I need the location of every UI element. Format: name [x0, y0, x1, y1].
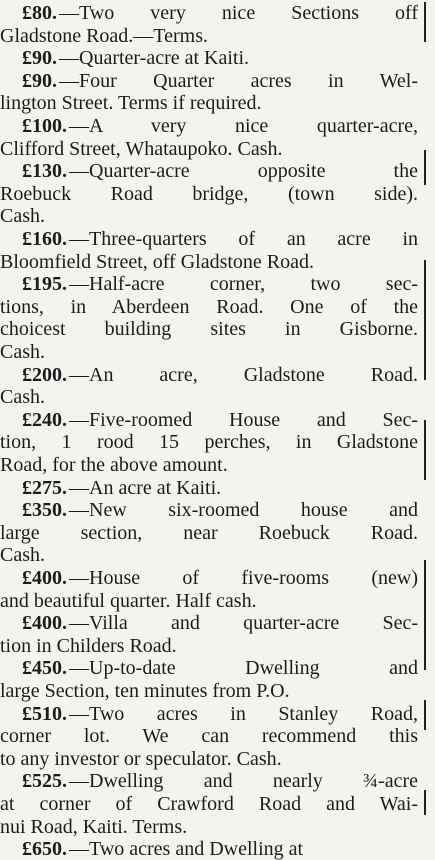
listing-price: £90. [22, 47, 57, 70]
listing-line: choicest building sites in Gisborne. [0, 318, 418, 341]
listing-price: £450. [22, 657, 67, 680]
listing-line: at corner of Crawford Road and Wai- [0, 793, 418, 815]
listing-first-line [0, 567, 418, 589]
listing-line: and beautiful quarter. Half cash. [0, 589, 257, 612]
listing-line: Roebuck Road bridge, (town side). [0, 182, 418, 205]
listing-line: Cash. [0, 544, 45, 567]
listing-first-line [0, 770, 418, 792]
listing-price: £400. [22, 567, 67, 589]
listing-first-line [0, 409, 418, 431]
listing-price: £100. [22, 115, 67, 137]
column-rule [424, 560, 426, 670]
listing-text: —Two very nice Sections off [59, 2, 418, 24]
listing-price: £80. [22, 2, 57, 24]
listing-line: Bloomfield Street, off Gladstone Road. [0, 250, 315, 273]
listing-price: £195. [22, 273, 67, 296]
listing-first-line [0, 160, 418, 182]
listing-price: £90. [22, 69, 57, 92]
listing-first-line [0, 703, 418, 725]
listing-first-line [0, 499, 418, 521]
listing-line: lington Street. Terms if required. [0, 92, 262, 115]
listing-text: —A very nice quarter-acre, [69, 115, 418, 137]
listing-text: —Dwelling and nearly ¾-acre [69, 770, 418, 793]
listing-text: —Three-quarters of an acre in [69, 228, 418, 250]
listing-line: nui Road, Kaiti. Terms. [0, 815, 188, 838]
listing-price: £400. [22, 612, 67, 635]
listing-first-line [0, 657, 418, 679]
column-rule [424, 150, 426, 185]
listing-line: tion, 1 rood 15 perches, in Gladstone [0, 431, 418, 454]
listing-line: large section, near Roebuck Road. [0, 521, 418, 544]
listing-line: Gladstone Road.—Terms. [0, 24, 209, 47]
listing-price: £200. [22, 363, 67, 386]
column-rule [424, 2, 426, 42]
listing-line: tion in Childers Road. [0, 634, 177, 657]
listing-text: —New six-roomed house and [69, 499, 418, 522]
listing-text: —An acre at Kaiti. [69, 476, 222, 499]
listing-text: —Two acres and Dwelling at [69, 838, 304, 860]
listing-first-line [0, 477, 418, 499]
listing-line: corner lot. We can recommend this [0, 725, 418, 748]
column-rule [424, 260, 426, 380]
listing-first-line [0, 364, 418, 386]
listing-line: tions, in Aberdeen Road. One of the [0, 295, 418, 318]
column-rule [424, 700, 426, 730]
listing-first-line [0, 838, 418, 860]
listing-first-line [0, 115, 418, 137]
listing-text: —An acre, Gladstone Road. [69, 363, 418, 386]
listing-text: —Five-roomed House and Sec- [69, 408, 418, 431]
listing-first-line [0, 228, 418, 250]
listing-first-line [0, 273, 418, 295]
listing-line: Cash. [0, 205, 45, 228]
listing-price: £650. [22, 838, 67, 860]
listing-price: £350. [22, 499, 67, 522]
listing-price: £160. [22, 228, 67, 250]
listing-line: Clifford Street, Whataupoko. Cash. [0, 137, 283, 160]
listing-line: Road, for the above amount. [0, 454, 228, 476]
listing-price: £510. [22, 702, 67, 725]
listing-text: —Up-to-date Dwelling and [69, 657, 418, 680]
listing-price: £240. [22, 408, 67, 431]
listing-text: —Half-acre corner, two sec- [69, 273, 418, 296]
column-rule [424, 420, 426, 480]
listing-line: to any investor or speculator. Cash. [0, 747, 282, 770]
listing-line: Cash. [0, 341, 45, 363]
column-rule [424, 790, 426, 815]
listing-line: Cash. [0, 386, 45, 409]
listing-text: —House of five-rooms (new) [69, 567, 418, 589]
listing-first-line [0, 612, 418, 634]
listing-price: £130. [22, 160, 67, 183]
listing-first-line [0, 70, 418, 92]
listing-first-line [0, 47, 418, 69]
listing-price: £525. [22, 770, 67, 793]
listing-first-line [0, 2, 418, 24]
listing-text: —Quarter-acre at Kaiti. [59, 47, 250, 70]
listing-line: large Section, ten minutes from P.O. [0, 680, 290, 702]
listing-text: —Quarter-acre opposite the [69, 160, 418, 183]
listing-text: —Two acres in Stanley Road, [69, 702, 418, 725]
listing-price: £275. [22, 476, 67, 499]
listing-text: —Four Quarter acres in Wel- [59, 69, 418, 92]
listing-text: —Villa and quarter-acre Sec- [69, 612, 418, 635]
